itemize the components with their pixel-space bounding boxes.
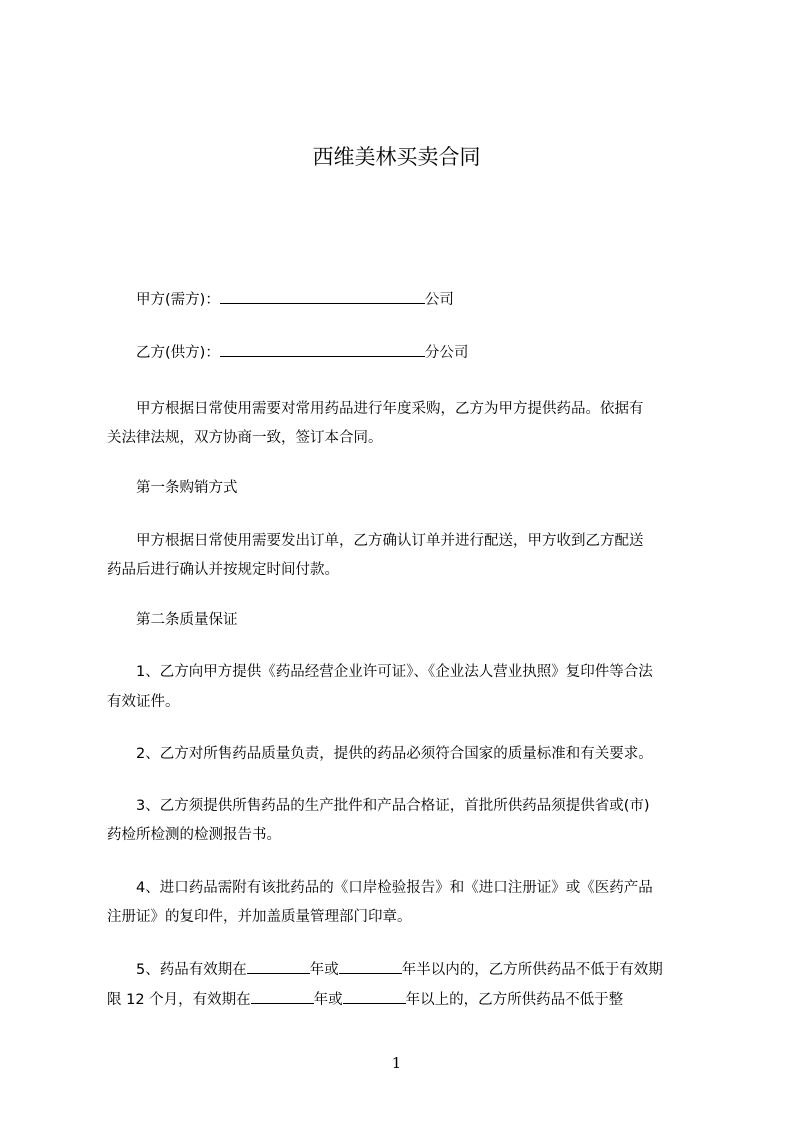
item-5-blank-1[interactable]: [247, 959, 310, 974]
party-b-line: [107, 337, 731, 370]
item-5-blank-3[interactable]: [251, 989, 314, 1004]
item-3-line-2: 药检所检测的检测报告书。: [107, 827, 281, 843]
item-5-text-a: 5、药品有效期在: [136, 962, 247, 978]
item-5-text-b: 年或: [309, 962, 339, 978]
section-1-line-1: 甲方根据日常使用需要发出订单，乙方确认订单并进行配送，甲方收到乙方配送: [136, 533, 644, 549]
party-b-suffix: 分公司: [424, 345, 469, 361]
party-b-blank[interactable]: [220, 342, 425, 357]
item-2-line-1: 2、乙方对所售药品质量负责，提供的药品必须符合国家的质量标准和有关要求。: [136, 746, 653, 762]
item-1-line-2: 有效证件。: [107, 694, 180, 710]
item-4-line-2: 注册证》的复印件，并加盖质量管理部门印章。: [107, 909, 412, 925]
party-a-blank[interactable]: [220, 289, 425, 304]
party-a-suffix: 公司: [424, 292, 454, 308]
item-5-blank-4[interactable]: [343, 989, 406, 1004]
party-b-label: 乙方(供方)：: [136, 345, 220, 361]
item-5-text-c: 年半以内的，乙方所供药品不低于有效期: [401, 962, 663, 978]
intro-paragraph-line-2: 关法律法规，双方协商一致，签订本合同。: [107, 430, 383, 446]
party-a-label: 甲方(需方)：: [136, 292, 220, 308]
item-4-line-1: 4、进口药品需附有该批药品的《口岸检验报告》和《进口注册证》或《医药产品: [136, 880, 653, 896]
party-a-line: [107, 284, 731, 317]
item-5-line-2: [107, 984, 702, 1017]
intro-paragraph-line-1: 甲方根据日常使用需要对常用药品进行年度采购，乙方为甲方提供药品。依据有: [136, 401, 644, 417]
item-1-line-1: 1、乙方向甲方提供《药品经营企业许可证》、《企业法人营业执照》复印件等合法: [136, 664, 653, 680]
item-5-text-f: 年以上的，乙方所供药品不低于整: [405, 992, 624, 1008]
section-1-heading: 第一条购销方式: [136, 480, 238, 496]
item-5-text-e: 年或: [313, 992, 343, 1008]
document-title: 西维美林买卖合同: [312, 145, 481, 169]
section-1-line-2: 药品后进行确认并按规定时间付款。: [107, 562, 339, 578]
item-3-line-1: 3、乙方须提供所售药品的生产批件和产品合格证，首批所供药品须提供省或(市): [136, 798, 650, 814]
item-5-blank-2[interactable]: [339, 959, 402, 974]
section-2-heading: 第二条质量保证: [136, 612, 238, 628]
item-5-text-d: 限 12 个月，有效期在: [107, 992, 251, 1008]
item-5-line-1: [107, 954, 731, 987]
page-number: 1: [391, 1054, 402, 1072]
